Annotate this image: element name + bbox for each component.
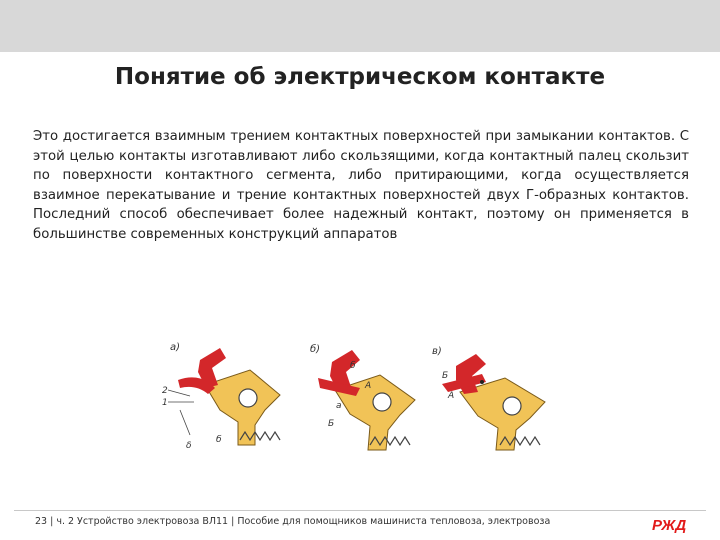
slide-title: Понятие об электрическом контакте bbox=[114, 64, 606, 90]
rzd-logo-text: РЖД bbox=[652, 517, 687, 534]
panel-c-label: в) bbox=[432, 346, 442, 357]
mark-a-delta: δ bbox=[186, 441, 192, 451]
mark-a-b: б bbox=[216, 435, 222, 445]
leader-a-2 bbox=[168, 390, 190, 396]
panel-c bbox=[432, 346, 545, 450]
panel-b bbox=[310, 343, 415, 450]
footer-rule bbox=[14, 510, 706, 511]
mark-b-A: А bbox=[365, 381, 372, 391]
leader-a-delta bbox=[180, 410, 190, 435]
mark-b-a: а bbox=[336, 401, 342, 411]
pivot-a bbox=[239, 389, 257, 407]
pivot-c bbox=[503, 397, 521, 415]
pivot-b bbox=[373, 393, 391, 411]
footer-text: 23 | ч. 2 Устройство электровоза ВЛ11 | Пособие для помощников машиниста тепловоза, электровоза bbox=[35, 516, 551, 527]
rzd-logo bbox=[650, 513, 692, 535]
mark-b-B: Б bbox=[328, 419, 335, 429]
panel-a-label: а) bbox=[170, 342, 181, 353]
contact-diagram bbox=[160, 330, 590, 470]
slide-paragraph: Это достигается взаимным трением контактных поверхностей при замыкании контактов. С этой целью контакты изготавливают либо скользящими, когда контактный палец скользит по поверхности контактного сегмента, либо притирающими, когда осуществляется взаимное перекатывание и трение контактных поверхностей двух Г-образных контактов. Последний способ обеспечивает более надежный контакт, поэтому он применяется в большинстве современных конструкций аппаратов bbox=[33, 129, 689, 242]
panel-b-label: б) bbox=[310, 344, 321, 355]
mark-a-2: 2 bbox=[162, 386, 168, 396]
mark-c-B: Б bbox=[442, 371, 449, 381]
mark-a-1: 1 bbox=[162, 398, 168, 408]
mark-b-b: б bbox=[350, 361, 356, 371]
contact-point-c bbox=[480, 380, 484, 384]
panel-a bbox=[162, 342, 280, 451]
mark-c-A: А bbox=[448, 391, 455, 401]
top-band bbox=[0, 0, 720, 52]
